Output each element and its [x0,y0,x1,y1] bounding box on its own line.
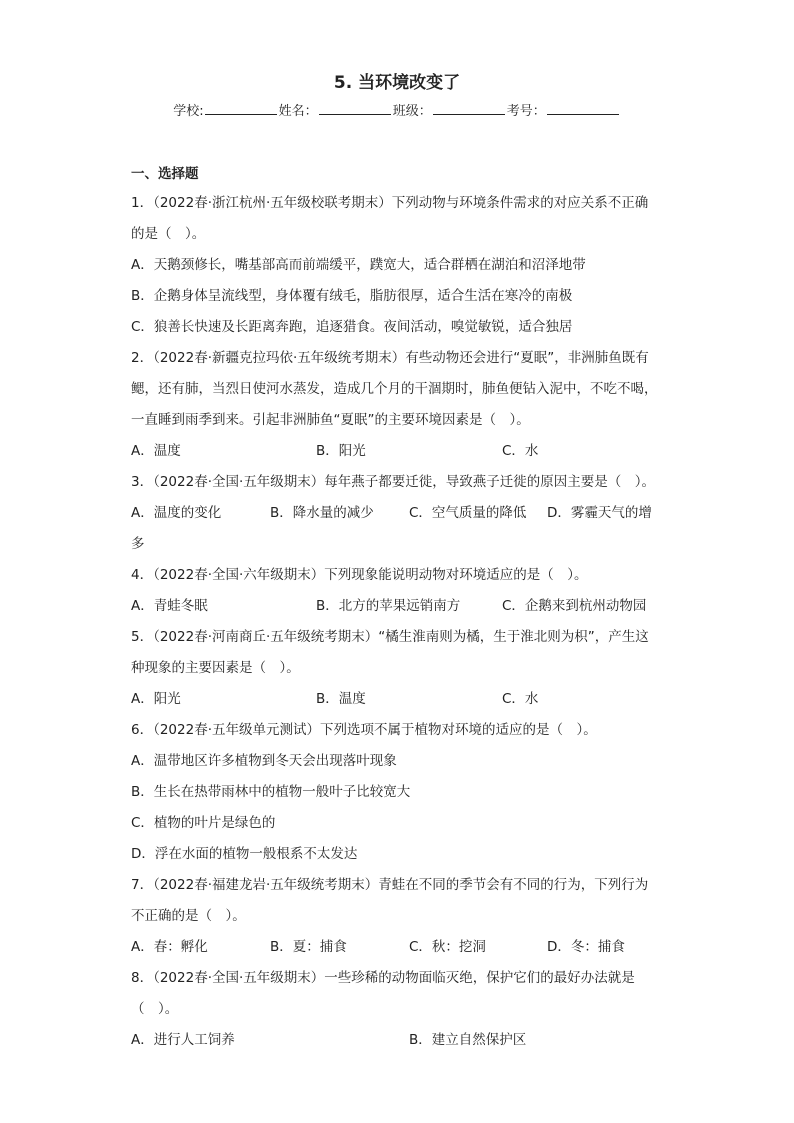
question-6 [131,715,663,870]
option-c[interactable]: C．空气质量的降低 [409,505,527,521]
class-label: 班级： [392,104,432,119]
question-7 [131,870,663,963]
student-info-line [0,101,794,122]
option-c[interactable]: C．秋：挖洞 [409,939,486,955]
option-b[interactable]: B．企鹅身体呈流线型，身体覆有绒毛，脂肪很厚，适合生活在寒冷的南极 [131,288,573,304]
option-a[interactable]: A．春：孵化 [131,939,208,955]
option-a[interactable]: A．青蛙冬眠 [131,598,208,614]
question-stem: 1．（2022春·浙江杭州·五年级校联考期末）下列动物与环境条件需求的对应关系不正确 [131,195,649,211]
question-5 [131,622,663,715]
question-1 [131,188,663,343]
option-c[interactable]: C．水 [502,691,539,707]
option-d-continuation: 多 [131,536,145,552]
school-label: 学校: [173,104,204,119]
option-b[interactable]: B．生长在热带雨林中的植物一般叶子比较宽大 [131,784,411,800]
option-a[interactable]: A．温度 [131,443,181,459]
question-4 [131,560,663,622]
option-a[interactable]: A．进行人工饲养 [131,1032,235,1048]
question-stem: 不正确的是（ ）。 [131,908,246,924]
option-b[interactable]: B．温度 [316,691,366,707]
option-b[interactable]: B．建立自然保护区 [409,1032,527,1048]
name-label: 姓名： [278,104,318,119]
option-d[interactable]: D．雾霾天气的增 [547,505,652,521]
option-c[interactable]: C．狼善长快速及长距离奔跑，追逐猎食。夜间活动，嗅觉敏锐，适合独居 [131,319,573,335]
question-stem: 种现象的主要因素是（ ）。 [131,660,300,676]
name-blank[interactable] [319,101,391,115]
question-list [131,188,663,1056]
question-stem: 的是（ ）。 [131,226,206,242]
option-d[interactable]: D．冬：捕食 [547,939,625,955]
option-b[interactable]: B．阳光 [316,443,366,459]
question-stem: 5．（2022春·河南商丘·五年级统考期末）“橘生淮南则为橘，生于淮北则为枳”，产生这 [131,629,649,645]
option-d[interactable]: D．浮在水面的植物一般根系不太发达 [131,846,358,862]
option-row [131,498,663,529]
question-stem: 7．（2022春·福建龙岩·五年级统考期末）青蛙在不同的季节会有不同的行为，下列行为 [131,877,649,893]
option-c[interactable]: C．水 [502,443,539,459]
question-2 [131,343,663,467]
question-stem: 一直睡到雨季到来。引起非洲肺鱼“夏眠”的主要环境因素是（ ）。 [131,412,530,428]
exam-number-label: 考号： [506,104,546,119]
option-a[interactable]: A．温度的变化 [131,505,222,521]
question-8 [131,963,663,1056]
question-stem: 8．（2022春·全国·五年级期末）一些珍稀的动物面临灭绝，保护它们的最好办法就是 [131,970,635,986]
question-stem: （ ）。 [131,1001,179,1017]
class-blank[interactable] [433,101,505,115]
option-a[interactable]: A．阳光 [131,691,181,707]
exam-number-blank[interactable] [547,101,619,115]
question-3 [131,467,663,560]
option-b[interactable]: B．降水量的减少 [270,505,374,521]
option-a[interactable]: A．天鹅颈修长，嘴基部高而前端缓平，蹼宽大，适合群栖在湖泊和沼泽地带 [131,257,586,273]
option-b[interactable]: B．北方的苹果远销南方 [316,598,461,614]
question-stem: 6．（2022春·五年级单元测试）下列选项不属于植物对环境的适应的是（ ）。 [131,722,597,738]
question-stem: 鳃，还有肺，当烈日使河水蒸发，造成几个月的干涸期时，肺鱼便钻入泥中，不吃不喝， [131,381,658,397]
option-c[interactable]: C．植物的叶片是绿色的 [131,815,276,831]
question-stem: 3．（2022春·全国·五年级期末）每年燕子都要迁徙，导致燕子迁徙的原因主要是（ ）。 [131,474,656,490]
option-b[interactable]: B．夏：捕食 [270,939,347,955]
option-row [131,591,663,622]
school-blank[interactable] [205,101,277,115]
question-stem: 4．（2022春·全国·六年级期末）下列现象能说明动物对环境适应的是（ ）。 [131,567,588,583]
option-row [131,436,663,467]
option-a[interactable]: A．温带地区许多植物到冬天会出现落叶现象 [131,753,397,769]
option-row [131,684,663,715]
section-heading: 一、选择题 [131,166,199,182]
page-title: 5. 当环境改变了 [333,73,461,93]
question-stem: 2．（2022春·新疆克拉玛依·五年级统考期末）有些动物还会进行“夏眠”，非洲肺鱼既有 [131,350,649,366]
option-row [131,932,663,963]
option-c[interactable]: C．企鹅来到杭州动物园 [502,598,647,614]
option-row [131,1025,663,1056]
